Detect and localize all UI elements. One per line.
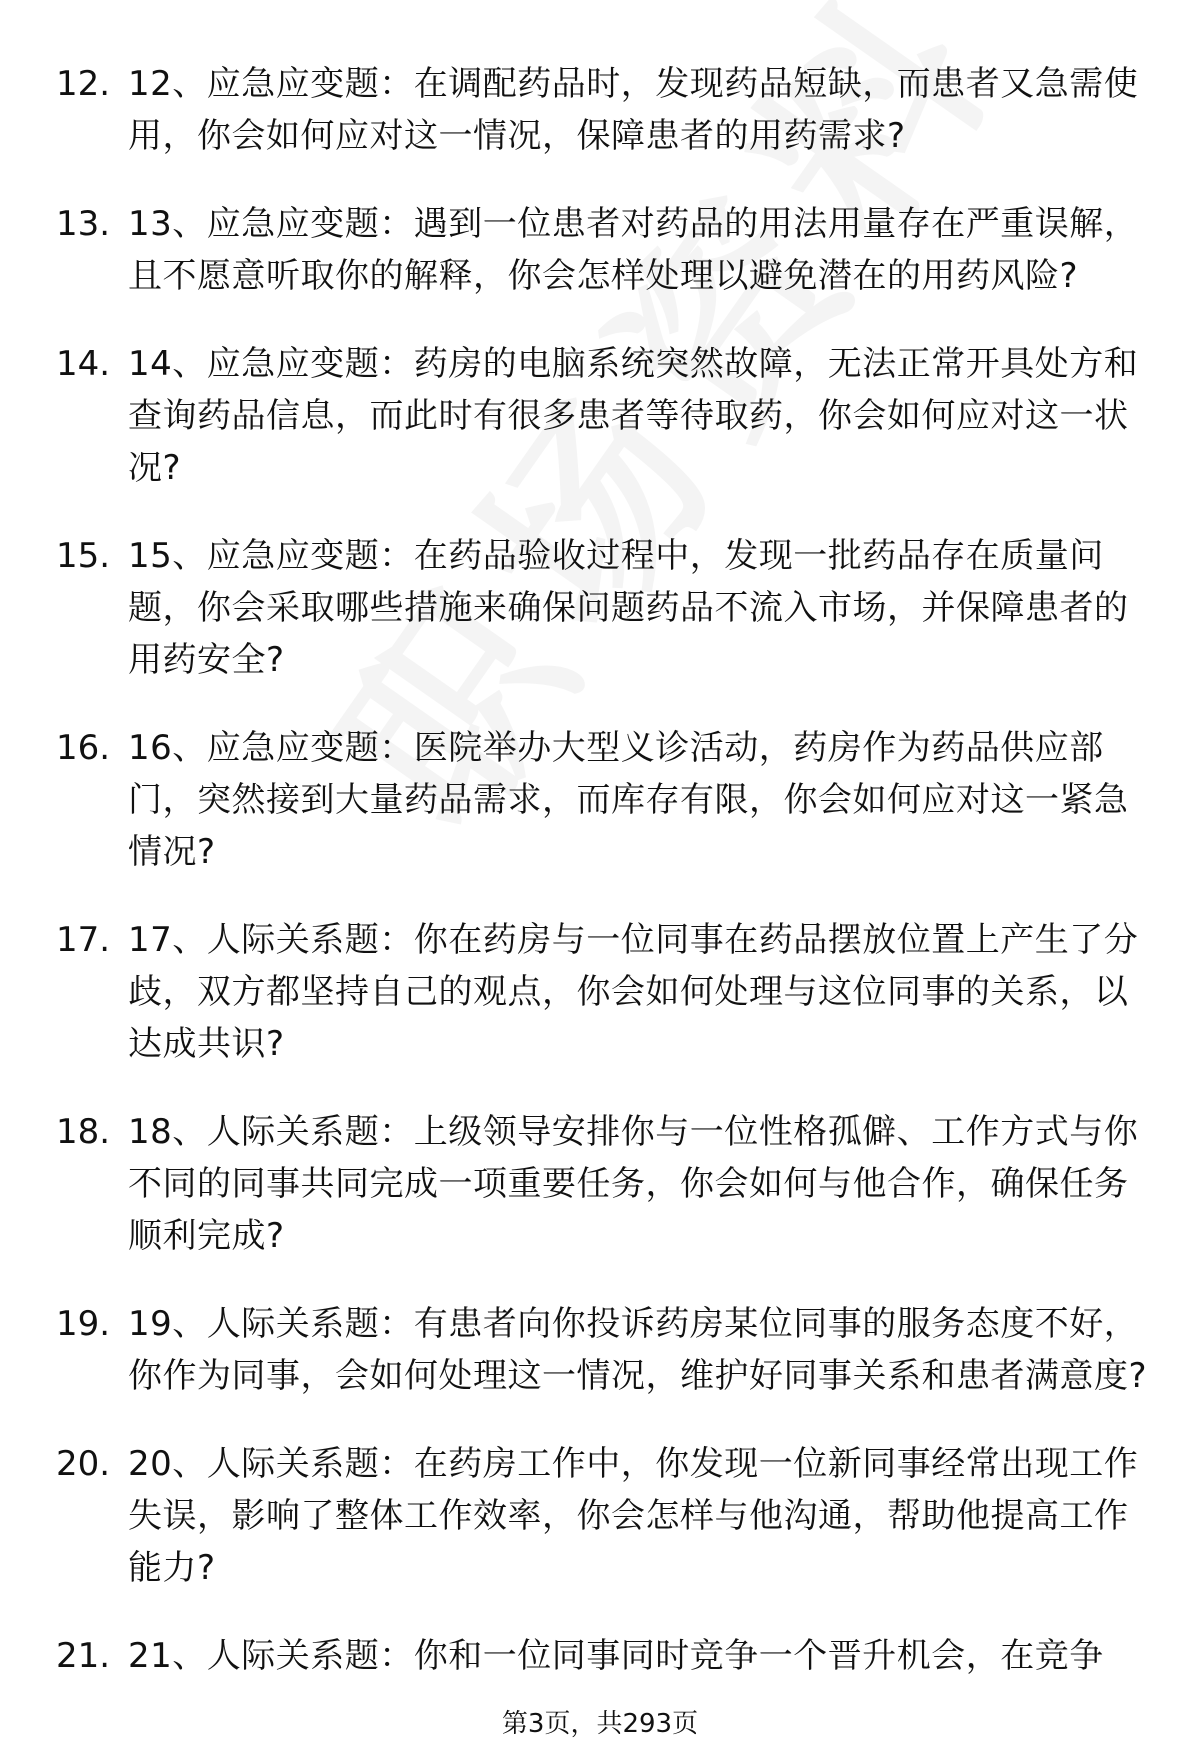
list-item: [0, 914, 1200, 1070]
item-number: 16.: [56, 728, 111, 768]
item-number: 13.: [56, 204, 111, 244]
item-text: 17、人际关系题：你在药房与一位同事在药品摆放位置上产生了分歧，双方都坚持自己的观点，你会如何处理与这位同事的关系，以达成共识?: [128, 920, 1139, 1064]
item-text: 21、人际关系题：你和一位同事同时竞争一个晋升机会，在竞争: [128, 1636, 1104, 1676]
item-text: 15、应急应变题：在药品验收过程中，发现一批药品存在质量问题，你会采取哪些措施来确保问题药品不流入市场，并保障患者的用药安全?: [128, 536, 1129, 680]
item-number: 19.: [56, 1304, 111, 1344]
list-item: [0, 722, 1200, 878]
item-number: 12.: [56, 64, 111, 104]
item-text: 20、人际关系题：在药房工作中，你发现一位新同事经常出现工作失误，影响了整体工作效率，你会怎样与他沟通，帮助他提高工作能力?: [128, 1444, 1139, 1588]
item-number: 15.: [56, 536, 111, 576]
item-number: 18.: [56, 1112, 111, 1152]
page-footer: 第3页，共293页: [501, 1709, 699, 1739]
item-text: 12、应急应变题：在调配药品时，发现药品短缺，而患者又急需使用，你会如何应对这一情况，保障患者的用药需求?: [128, 64, 1139, 156]
item-text: 14、应急应变题：药房的电脑系统突然故障，无法正常开具处方和查询药品信息，而此时有很多患者等待取药，你会如何应对这一状况?: [128, 344, 1139, 488]
list-item: [0, 1298, 1200, 1402]
item-number: 21.: [56, 1636, 111, 1676]
list-item: [0, 338, 1200, 494]
list-item: [0, 1106, 1200, 1262]
item-text: 16、应急应变题：医院举办大型义诊活动，药房作为药品供应部门，突然接到大量药品需求，而库存有限，你会如何应对这一紧急情况?: [128, 728, 1129, 872]
item-number: 17.: [56, 920, 111, 960]
list-item: [0, 1438, 1200, 1594]
item-text: 13、应急应变题：遇到一位患者对药品的用法用量存在严重误解，且不愿意听取你的解释，你会怎样处理以避免潜在的用药风险?: [128, 204, 1139, 296]
item-text: 19、人际关系题：有患者向你投诉药房某位同事的服务态度不好，你作为同事，会如何处理这一情况，维护好同事关系和患者满意度?: [128, 1304, 1148, 1396]
item-text: 18、人际关系题：上级领导安排你与一位性格孤僻、工作方式与你不同的同事共同完成一项重要任务，你会如何与他合作，确保任务顺利完成?: [128, 1112, 1139, 1256]
item-number: 20.: [56, 1444, 111, 1484]
list-item: [0, 58, 1200, 162]
list-item: [0, 198, 1200, 302]
list-item: [0, 1630, 1200, 1682]
question-list: [0, 58, 1200, 1718]
list-item: [0, 530, 1200, 686]
item-number: 14.: [56, 344, 111, 384]
